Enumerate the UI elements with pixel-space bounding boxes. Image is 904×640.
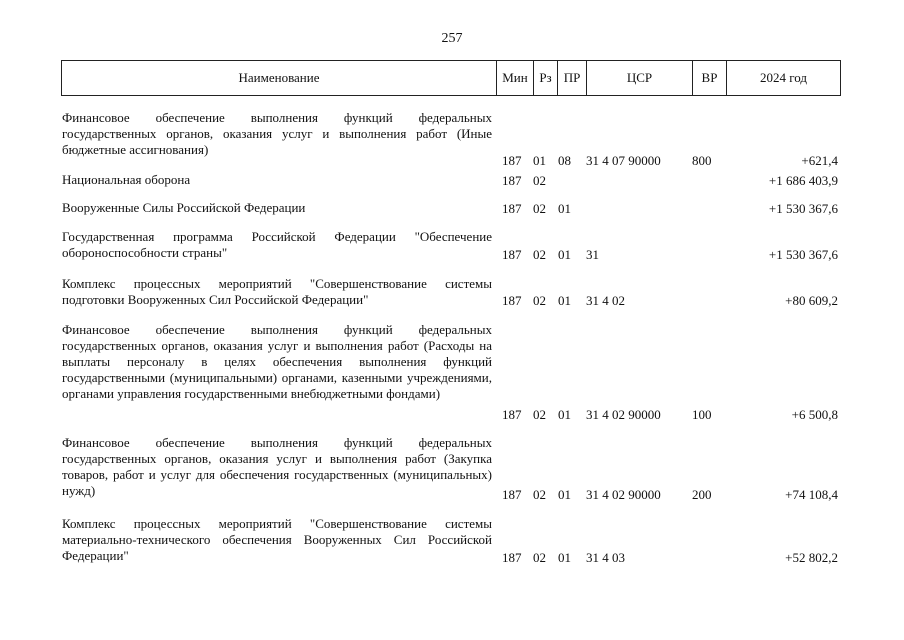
row-rz: 02 — [533, 407, 546, 422]
header-rz: Рз — [533, 61, 557, 95]
row-rz: 02 — [533, 247, 546, 262]
header-vr: ВР — [692, 61, 726, 95]
row-value: +74 108,4 — [785, 487, 838, 502]
row-vr: 100 — [692, 407, 712, 422]
header-year: 2024 год — [726, 61, 840, 95]
row-name: Национальная оборона — [62, 172, 191, 187]
row-min: 187 — [502, 293, 522, 308]
row-rz: 01 — [533, 153, 546, 168]
row-csr: 31 — [586, 247, 599, 262]
row-name: Государственная программа Российской Федерации "Обеспечение обороноспособности страны" — [62, 229, 492, 260]
row-csr: 31 4 02 90000 — [586, 487, 661, 502]
row-value: +621,4 — [801, 153, 838, 168]
row-name: Комплекс процессных мероприятий "Совершенствование системы подготовки Вооруженных Сил Российской Федерации" — [62, 276, 492, 307]
row-min: 187 — [502, 247, 522, 262]
row-rz: 02 — [533, 550, 546, 565]
header-pr: ПР — [557, 61, 586, 95]
row-min: 187 — [502, 407, 522, 422]
row-min: 187 — [502, 153, 522, 168]
header-csr: ЦСР — [586, 61, 692, 95]
header-name: Наименование — [238, 70, 320, 85]
row-value: +6 500,8 — [791, 407, 838, 422]
row-rz: 02 — [533, 487, 546, 502]
row-csr: 31 4 02 90000 — [586, 407, 661, 422]
row-name: Вооруженные Силы Российской Федерации — [62, 200, 306, 215]
row-csr: 31 4 07 90000 — [586, 153, 661, 168]
row-name: Финансовое обеспечение выполнения функций федеральных государственных органов, оказания услуг и выполнения работ (Расходы на выплаты персоналу в целях обеспечения выполнения функций государственными (муниципальными) органами, казенными учреждениями, органами управления государственными внебюджетными фондами) — [62, 322, 492, 401]
row-min: 187 — [502, 201, 522, 216]
row-min: 187 — [502, 487, 522, 502]
row-value: +1 530 367,6 — [768, 201, 838, 216]
row-vr: 800 — [692, 153, 712, 168]
page-number: 257 — [441, 31, 463, 46]
row-value: +80 609,2 — [785, 293, 838, 308]
row-csr: 31 4 02 — [586, 293, 625, 308]
row-rz: 02 — [533, 173, 546, 188]
table-header — [61, 60, 841, 96]
row-rz: 02 — [533, 201, 546, 216]
row-min: 187 — [502, 173, 522, 188]
row-name: Финансовое обеспечение выполнения функций федеральных государственных органов, оказания услуг и выполнения работ (Закупка товаров, работ и услуг для обеспечения государственных (муниципальных) нужд) — [62, 435, 492, 498]
row-pr: 08 — [558, 153, 571, 168]
row-name: Комплекс процессных мероприятий "Совершенствование системы материально-технического обеспечения Вооруженных Сил Российской Федерации" — [62, 516, 492, 563]
row-pr: 01 — [558, 293, 571, 308]
row-value: +52 802,2 — [785, 550, 838, 565]
row-min: 187 — [502, 550, 522, 565]
row-value: +1 686 403,9 — [768, 173, 838, 188]
row-pr: 01 — [558, 201, 571, 216]
header-min: Мин — [496, 61, 533, 95]
row-rz: 02 — [533, 293, 546, 308]
row-vr: 200 — [692, 487, 712, 502]
row-pr: 01 — [558, 247, 571, 262]
row-pr: 01 — [558, 550, 571, 565]
row-pr: 01 — [558, 407, 571, 422]
row-csr: 31 4 03 — [586, 550, 625, 565]
row-name: Финансовое обеспечение выполнения функций федеральных государственных органов, оказания услуг и выполнения работ (Иные бюджетные ассигнования) — [62, 110, 492, 157]
row-value: +1 530 367,6 — [768, 247, 838, 262]
row-pr: 01 — [558, 487, 571, 502]
